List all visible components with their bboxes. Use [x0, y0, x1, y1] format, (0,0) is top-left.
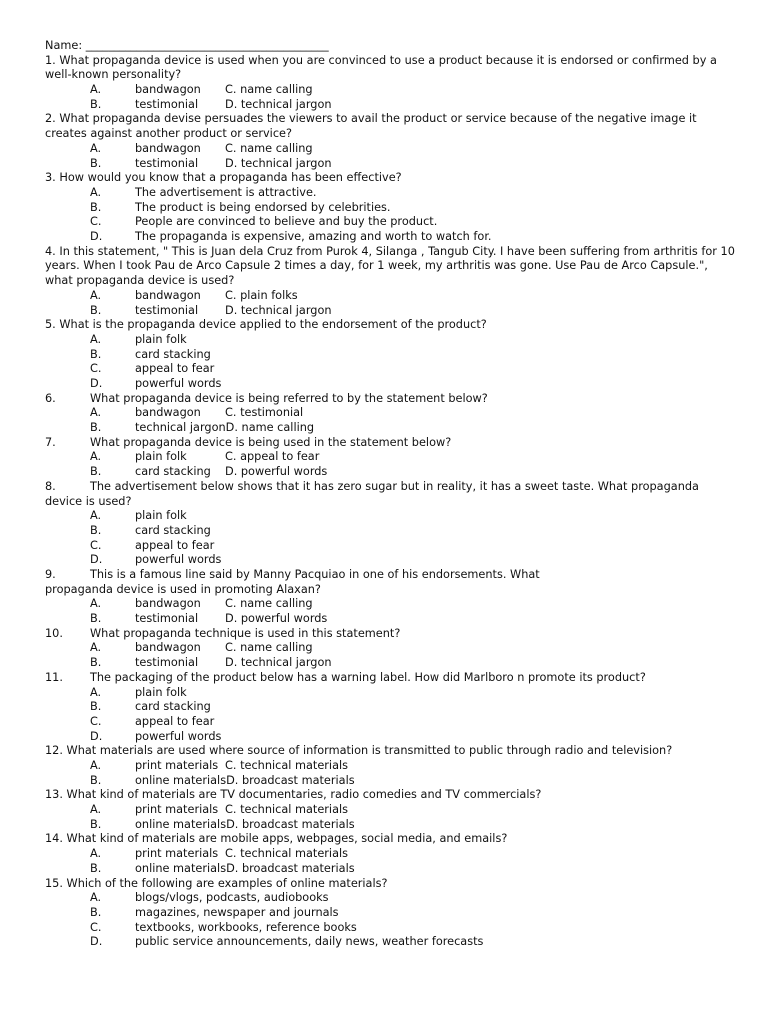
option-row: [45, 862, 735, 877]
option-letter: B.: [90, 465, 102, 479]
option-row: [45, 348, 735, 363]
option-text-secondary[interactable]: D. powerful words: [225, 612, 328, 626]
option-row: [45, 157, 735, 172]
option-letter: B.: [90, 97, 102, 111]
option-text[interactable]: testimonial: [135, 656, 199, 670]
option-row: [45, 377, 735, 392]
option-text-secondary[interactable]: C. technical materials: [225, 758, 349, 772]
option-text[interactable]: bandwagon: [135, 141, 201, 155]
option-text-secondary[interactable]: C. plain folks: [225, 288, 298, 302]
option-row: [45, 612, 735, 627]
question-text: 2. What propaganda devise persuades the viewers to avail the product or service because of the negative image it creates against another product or service?: [45, 112, 697, 141]
question-text: 12. What materials are used where source of information is transmitted to public through radio and television?: [45, 744, 673, 758]
option-text[interactable]: testimonial: [135, 156, 199, 170]
option-row: [45, 774, 735, 789]
option-row: [45, 891, 735, 906]
option-row: [45, 641, 735, 656]
option-text[interactable]: The propaganda is expensive, amazing and worth to watch for.: [135, 230, 492, 244]
option-row: [45, 921, 735, 936]
option-letter: B.: [90, 817, 102, 831]
option-row: [45, 215, 735, 230]
option-row: [45, 803, 735, 818]
option-text-secondary[interactable]: C. name calling: [225, 83, 313, 97]
option-text[interactable]: bandwagon: [135, 406, 201, 420]
option-row: [45, 304, 735, 319]
question-number: 8.: [45, 479, 56, 493]
question-text: The advertisement below shows that it has zero sugar but in reality, it has a sweet taste. What propaganda device is used?: [45, 479, 699, 508]
option-row: [45, 715, 735, 730]
option-letter: D.: [90, 935, 103, 949]
option-letter: D.: [90, 376, 103, 390]
option-letter: B.: [90, 200, 102, 214]
option-text-secondary[interactable]: D. technical jargon: [225, 156, 332, 170]
option-letter: A.: [90, 597, 102, 611]
question-block: [45, 245, 735, 318]
question-stem: [45, 568, 735, 583]
question-text: 1. What propaganda device is used when you are convinced to use a product because it is endorsed or confirmed by a well-known personality?: [45, 53, 717, 82]
option-row: [45, 333, 735, 348]
option-text[interactable]: plain folk: [135, 509, 187, 523]
option-row: [45, 656, 735, 671]
option-row: [45, 524, 735, 539]
option-letter: A.: [90, 685, 102, 699]
option-letter: B.: [90, 612, 102, 626]
option-letter: B.: [90, 421, 102, 435]
question-block: [45, 392, 735, 436]
option-row: [45, 450, 735, 465]
option-text-secondary[interactable]: C. technical materials: [225, 803, 349, 817]
option-text[interactable]: public service announcements, daily news, weather forecasts: [135, 935, 484, 949]
option-letter: D.: [90, 553, 103, 567]
option-text[interactable]: People are convinced to believe and buy the product.: [135, 215, 438, 229]
option-row: [45, 98, 735, 113]
option-text[interactable]: online materialsD. broadcast materials: [135, 861, 355, 875]
question-text: 3. How would you know that a propaganda has been effective?: [45, 171, 402, 185]
option-text[interactable]: technical jargonD. name calling: [135, 421, 315, 435]
option-letter: A.: [90, 509, 102, 523]
question-stem: [45, 392, 735, 407]
option-letter: A.: [90, 332, 102, 346]
question-text: The packaging of the product below has a warning label. How did Marlboro n promote its product?: [90, 670, 646, 684]
option-text-secondary[interactable]: C. testimonial: [225, 406, 304, 420]
option-row: [45, 142, 735, 157]
option-row: [45, 201, 735, 216]
question-stem: [45, 627, 735, 642]
option-text-secondary[interactable]: D. technical jargon: [225, 97, 332, 111]
question-text: This is a famous line said by Manny Pacquiao in one of his endorsements. What: [90, 567, 540, 581]
question-stem: [45, 436, 735, 451]
option-letter: A.: [90, 758, 102, 772]
option-row: [45, 847, 735, 862]
question-text-continued: propaganda device is used in promoting Alaxan?: [45, 582, 321, 596]
option-text-secondary[interactable]: C. technical materials: [225, 847, 349, 861]
option-text[interactable]: appeal to fear: [135, 714, 215, 728]
option-row: [45, 818, 735, 833]
option-row: [45, 362, 735, 377]
option-text[interactable]: card stacking: [135, 347, 211, 361]
question-block: [45, 788, 735, 832]
option-row: [45, 83, 735, 98]
option-letter: D.: [90, 729, 103, 743]
option-letter: B.: [90, 656, 102, 670]
option-row: [45, 289, 735, 304]
option-text-secondary[interactable]: D. technical jargon: [225, 303, 332, 317]
option-letter: C.: [90, 538, 102, 552]
option-row: [45, 730, 735, 745]
option-text[interactable]: bandwagon: [135, 83, 201, 97]
question-text: 4. In this statement, " This is Juan dela Cruz from Purok 4, Silanga , Tangub City. I have been suffering from arthritis for 10 years. When I took Pau de Arco Capsule 2 times a day, for 1 week, my arthritis was gone. Use Pau de Arco Capsule.", what propaganda device is used?: [45, 244, 735, 288]
option-letter: C.: [90, 714, 102, 728]
option-text-secondary[interactable]: C. name calling: [225, 641, 313, 655]
question-block: [45, 877, 735, 950]
option-letter: B.: [90, 303, 102, 317]
option-row: [45, 759, 735, 774]
option-text-secondary[interactable]: D. technical jargon: [225, 656, 332, 670]
option-letter: B.: [90, 700, 102, 714]
option-text[interactable]: online materialsD. broadcast materials: [135, 773, 355, 787]
question-text: What propaganda device is being used in the statement below?: [90, 435, 452, 449]
option-letter: A.: [90, 288, 102, 302]
question-block: [45, 671, 735, 744]
option-text[interactable]: appeal to fear: [135, 538, 215, 552]
option-text[interactable]: testimonial: [135, 303, 199, 317]
option-text[interactable]: powerful words: [135, 729, 222, 743]
option-text[interactable]: The advertisement is attractive.: [135, 185, 317, 199]
option-letter: A.: [90, 185, 102, 199]
option-letter: B.: [90, 861, 102, 875]
option-text[interactable]: magazines, newspaper and journals: [135, 905, 339, 919]
question-text: 13. What kind of materials are TV documentaries, radio comedies and TV commercials?: [45, 788, 542, 802]
question-block: [45, 832, 735, 876]
option-text[interactable]: plain folk: [135, 450, 187, 464]
option-letter: C.: [90, 362, 102, 376]
option-text-secondary[interactable]: C. name calling: [225, 597, 313, 611]
option-row: [45, 186, 735, 201]
option-text[interactable]: print materials: [135, 847, 219, 861]
option-letter: B.: [90, 905, 102, 919]
question-number: 7.: [45, 435, 56, 449]
option-text[interactable]: testimonial: [135, 97, 199, 111]
option-row: [45, 230, 735, 245]
option-row: [45, 597, 735, 612]
option-row: [45, 686, 735, 701]
option-text[interactable]: powerful words: [135, 376, 222, 390]
question-block: [45, 171, 735, 244]
question-block: [45, 568, 735, 627]
option-text[interactable]: The product is being endorsed by celebrities.: [135, 200, 391, 214]
option-text[interactable]: bandwagon: [135, 288, 201, 302]
option-text-secondary[interactable]: D. powerful words: [225, 465, 328, 479]
option-text[interactable]: card stacking: [135, 523, 211, 537]
option-text[interactable]: powerful words: [135, 553, 222, 567]
question-block: [45, 744, 735, 788]
question-block: [45, 627, 735, 671]
question-number: 10.: [45, 626, 63, 640]
option-text[interactable]: online materialsD. broadcast materials: [135, 817, 355, 831]
option-text[interactable]: card stacking: [135, 465, 211, 479]
option-row: [45, 406, 735, 421]
option-text[interactable]: appeal to fear: [135, 362, 215, 376]
option-letter: A.: [90, 83, 102, 97]
option-letter: A.: [90, 450, 102, 464]
question-block: [45, 112, 735, 171]
option-text[interactable]: textbooks, workbooks, reference books: [135, 920, 357, 934]
option-row: [45, 465, 735, 480]
option-text[interactable]: card stacking: [135, 700, 211, 714]
question-number: 11.: [45, 670, 63, 684]
option-letter: A.: [90, 803, 102, 817]
option-letter: D.: [90, 230, 103, 244]
option-letter: A.: [90, 641, 102, 655]
question-block: [45, 54, 735, 113]
name-field[interactable]: Name: ___________________________________________: [45, 39, 329, 52]
option-letter: A.: [90, 406, 102, 420]
question-number: 6.: [45, 391, 56, 405]
option-text[interactable]: testimonial: [135, 612, 199, 626]
option-text[interactable]: print materials: [135, 758, 219, 772]
option-letter: C.: [90, 920, 102, 934]
option-text[interactable]: blogs/vlogs, podcasts, audiobooks: [135, 891, 329, 905]
option-letter: A.: [90, 891, 102, 905]
option-text[interactable]: plain folk: [135, 332, 187, 346]
worksheet: [45, 39, 735, 950]
option-row: [45, 700, 735, 715]
option-text[interactable]: bandwagon: [135, 597, 201, 611]
option-text-secondary[interactable]: C. name calling: [225, 141, 313, 155]
option-text[interactable]: bandwagon: [135, 641, 201, 655]
option-letter: B.: [90, 773, 102, 787]
option-row: [45, 539, 735, 554]
question-block: [45, 436, 735, 480]
option-letter: A.: [90, 847, 102, 861]
option-text[interactable]: print materials: [135, 803, 219, 817]
question-stem: [45, 671, 735, 686]
question-text: What propaganda technique is used in this statement?: [90, 626, 401, 640]
option-letter: C.: [90, 215, 102, 229]
option-row: [45, 906, 735, 921]
option-row: [45, 553, 735, 568]
question-text: 5. What is the propaganda device applied to the endorsement of the product?: [45, 318, 487, 332]
option-text[interactable]: plain folk: [135, 685, 187, 699]
option-letter: A.: [90, 141, 102, 155]
option-text-secondary[interactable]: C. appeal to fear: [225, 450, 320, 464]
question-text: 15. Which of the following are examples of online materials?: [45, 876, 388, 890]
question-stem: [45, 480, 735, 509]
option-letter: B.: [90, 347, 102, 361]
option-row: [45, 935, 735, 950]
question-block: [45, 480, 735, 568]
question-text: 14. What kind of materials are mobile apps, webpages, social media, and emails?: [45, 832, 508, 846]
question-number: 9.: [45, 567, 56, 581]
option-letter: B.: [90, 523, 102, 537]
option-row: [45, 421, 735, 436]
option-row: [45, 509, 735, 524]
option-letter: B.: [90, 156, 102, 170]
question-block: [45, 318, 735, 391]
question-text: What propaganda device is being referred to by the statement below?: [90, 391, 488, 405]
